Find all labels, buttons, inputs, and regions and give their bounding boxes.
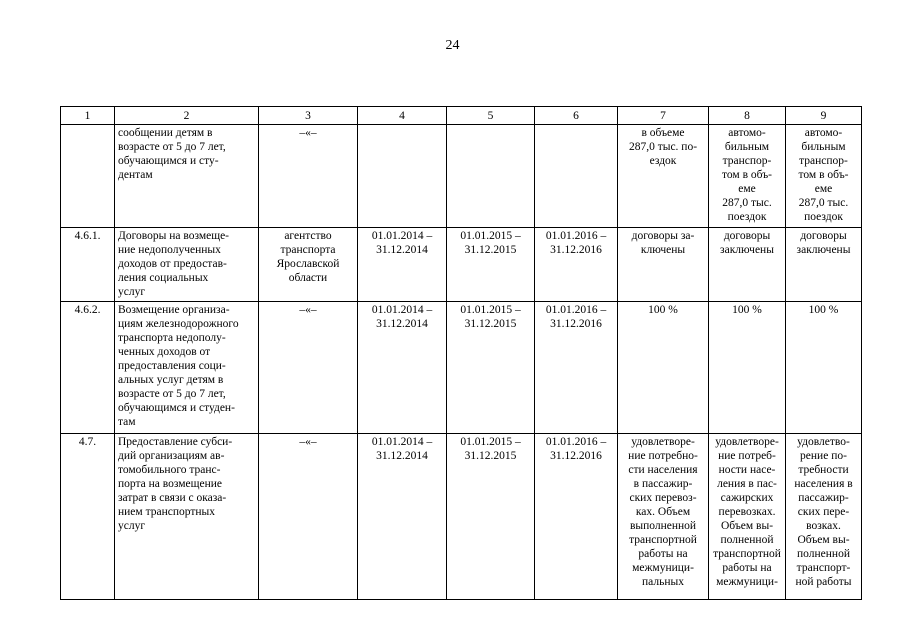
executor-cell: –«– <box>259 302 358 434</box>
executor-cell: –«– <box>259 125 358 228</box>
table-row <box>61 434 862 600</box>
period-2014-cell: 01.01.2014 – 31.12.2014 <box>358 302 447 434</box>
header-cell: 2 <box>115 107 259 125</box>
header-cell: 4 <box>358 107 447 125</box>
row-number-cell: 4.6.1. <box>61 228 115 302</box>
header-cell: 5 <box>447 107 535 125</box>
row-number-cell: 4.7. <box>61 434 115 600</box>
result-2015-cell: автомо- бильным транспор- том в объ- еме 287,0 тыс. поездок <box>709 125 786 228</box>
period-2016-cell: 01.01.2016 – 31.12.2016 <box>535 228 618 302</box>
table-row <box>61 302 862 434</box>
period-2014-cell <box>358 125 447 228</box>
result-2015-cell: удовлетворе- ние потреб- ности насе- ления в пас- сажирских перевозках. Объем вы- полненной транспортной работы на межмуници- <box>709 434 786 600</box>
header-cell: 1 <box>61 107 115 125</box>
period-2016-cell <box>535 125 618 228</box>
period-2014-cell: 01.01.2014 – 31.12.2014 <box>358 228 447 302</box>
table-row <box>61 228 862 302</box>
row-number-cell: 4.6.2. <box>61 302 115 434</box>
table-row <box>61 125 862 228</box>
activity-cell: Договоры на возмеще- ние недополученных доходов от предостав- ления социальных услуг <box>115 228 259 302</box>
row-number-cell <box>61 125 115 228</box>
executor-cell: –«– <box>259 434 358 600</box>
activity-cell: Предоставление субси- дий организациям ав- томобильного транс- порта на возмещение затрат в связи с оказа- нием транспортных услуг <box>115 434 259 600</box>
result-2016-cell: автомо- бильным транспор- том в объ- еме 287,0 тыс. поездок <box>786 125 862 228</box>
period-2015-cell: 01.01.2015 – 31.12.2015 <box>447 434 535 600</box>
result-2014-cell: в объеме 287,0 тыс. по- ездок <box>618 125 709 228</box>
executor-cell: агентство транспорта Ярославской области <box>259 228 358 302</box>
header-cell: 3 <box>259 107 358 125</box>
header-cell: 8 <box>709 107 786 125</box>
result-2014-cell: договоры за- ключены <box>618 228 709 302</box>
activity-cell: Возмещение организа- циям железнодорожного транспорта недополу- ченных доходов от предоставления соци- альных услуг детям в возрасте от 5 до 7 лет, обучающимся и студен- там <box>115 302 259 434</box>
activity-cell: сообщении детям в возрасте от 5 до 7 лет, обучающимся и сту- дентам <box>115 125 259 228</box>
period-2015-cell: 01.01.2015 – 31.12.2015 <box>447 228 535 302</box>
header-cell: 9 <box>786 107 862 125</box>
result-2014-cell: удовлетворе- ние потребно- сти населения в пассажир- ских перевоз- ках. Объем выполненной транспортной работы на межмуници- пальных <box>618 434 709 600</box>
period-2016-cell: 01.01.2016 – 31.12.2016 <box>535 302 618 434</box>
period-2016-cell: 01.01.2016 – 31.12.2016 <box>535 434 618 600</box>
period-2015-cell <box>447 125 535 228</box>
result-2016-cell: договоры заключены <box>786 228 862 302</box>
header-row <box>61 107 862 125</box>
result-2015-cell: 100 % <box>709 302 786 434</box>
result-2015-cell: договоры заключены <box>709 228 786 302</box>
header-cell: 7 <box>618 107 709 125</box>
period-2014-cell: 01.01.2014 – 31.12.2014 <box>358 434 447 600</box>
result-2014-cell: 100 % <box>618 302 709 434</box>
period-2015-cell: 01.01.2015 – 31.12.2015 <box>447 302 535 434</box>
header-cell: 6 <box>535 107 618 125</box>
result-2016-cell: 100 % <box>786 302 862 434</box>
page-number: 24 <box>445 38 460 53</box>
result-2016-cell: удовлетво- рение по- требности населения в пассажир- ских пере- возках. Объем вы- полненной транспорт- ной работы <box>786 434 862 600</box>
program-table <box>60 106 862 600</box>
